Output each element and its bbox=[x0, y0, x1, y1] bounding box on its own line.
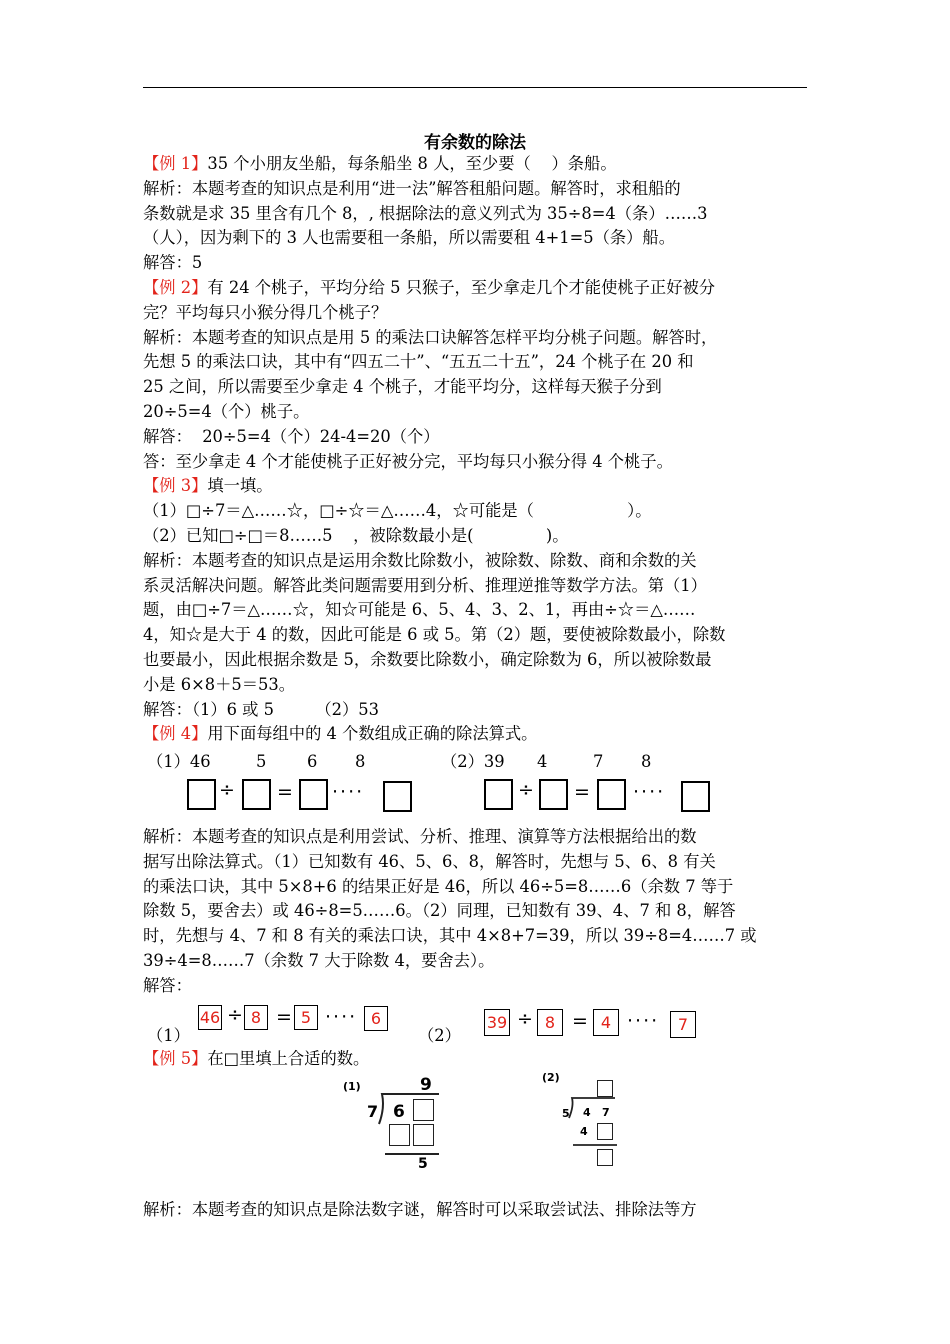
answer-box[interactable] bbox=[484, 779, 513, 810]
text-line: 题，由□÷7＝△……☆，知☆可能是 6、5、4、3、2、1，再由÷☆＝△…… bbox=[143, 600, 696, 620]
equals-sign: = bbox=[277, 781, 293, 803]
text-line: （1）□÷7＝△……☆，□÷☆＝△……4，☆可能是（ ）。 bbox=[143, 501, 652, 521]
equals-sign: = bbox=[574, 781, 590, 803]
divide-sign: ÷ bbox=[227, 1004, 243, 1026]
text-line: 解答： bbox=[143, 975, 192, 995]
answer-box[interactable] bbox=[597, 779, 626, 810]
header-rule bbox=[143, 87, 807, 88]
remainder-dots: ···· bbox=[325, 1006, 358, 1028]
answer-value: 46 bbox=[198, 1005, 222, 1030]
remainder-digit: 5 bbox=[418, 1156, 428, 1172]
text-line: 系灵活解决问题。解答此类问题需要用到分析、推理逆推等数学方法。第（1） bbox=[143, 575, 707, 595]
example-5-heading: 【例 5】在□里填上合适的数。 bbox=[143, 1049, 370, 1068]
answer-value: 8 bbox=[244, 1005, 268, 1030]
text-line: 解答： 20÷5=4（个）24-4=20（个） bbox=[143, 426, 440, 446]
text-line: 解析：本题考查的知识点是利用尝试、分析、推理、演算等方法根据给出的数 bbox=[143, 827, 697, 846]
answer-value: 7 bbox=[670, 1011, 696, 1038]
answer-box[interactable] bbox=[242, 779, 271, 810]
text-line: 解析：本题考查的知识点是运用余数比除数小，被除数、除数、商和余数的关 bbox=[143, 550, 697, 570]
ex4-group1-label: （1）46 bbox=[147, 752, 211, 771]
text-line: 条数就是求 35 里含有几个 8，, 根据除法的意义列式为 35÷8=4（条）……3 bbox=[143, 203, 708, 223]
answer-value: 8 bbox=[537, 1009, 563, 1036]
text-line: 4，知☆是大于 4 的数，因此可能是 6 或 5。第（2）题，要使被除数最小，除数 bbox=[143, 625, 726, 645]
text-line: 也要最小，因此根据余数是 5，余数要比除数小，确定除数为 6，所以被除数最 bbox=[143, 650, 712, 669]
page-title: 有余数的除法 bbox=[424, 133, 526, 153]
text-line: 的乘法口诀，其中 5×8+6 的结果正好是 46，所以 46÷5=8……6（余数 7 等于 bbox=[143, 876, 734, 896]
text-line: 25 之间，所以需要至少拿走 4 个桃子，才能平均分，这样每天猴子分到 bbox=[143, 377, 662, 397]
divide-sign: ÷ bbox=[518, 779, 534, 801]
answer-box[interactable] bbox=[681, 781, 710, 812]
answer-value: 6 bbox=[364, 1006, 388, 1031]
text-line: 除数 5，要舍去）或 46÷8=5……6。（2）同理，已知数有 39、4、7 和 8，解答 bbox=[143, 901, 736, 921]
subtrahend-digit: 4 bbox=[580, 1125, 588, 1138]
text-line: 20÷5=4（个）桃子。 bbox=[143, 402, 310, 421]
blank-box[interactable] bbox=[413, 1099, 434, 1121]
puzzle-label: (2) bbox=[542, 1071, 560, 1084]
answer-box[interactable] bbox=[383, 781, 412, 812]
ex4-group2-num: 8 bbox=[641, 752, 652, 771]
text-line: （人），因为剩下的 3 人也需要租一条船，所以需要租 4+1=5（条）船。 bbox=[143, 228, 675, 248]
divide-sign: ÷ bbox=[517, 1008, 533, 1030]
dividend-digit: 7 bbox=[602, 1106, 610, 1119]
text-line: 解答：5 bbox=[143, 253, 203, 273]
ex4-group2-num: 7 bbox=[593, 752, 604, 771]
answer-value: 39 bbox=[484, 1009, 510, 1036]
remainder-dots: ···· bbox=[633, 781, 666, 803]
blank-box[interactable] bbox=[389, 1124, 410, 1146]
quotient-digit: 9 bbox=[420, 1075, 432, 1095]
answer-value: 4 bbox=[593, 1009, 619, 1036]
text-line: 答：至少拿走 4 个才能使桃子正好被分完，平均每只小猴分得 4 个桃子。 bbox=[143, 451, 673, 471]
answer-box[interactable] bbox=[187, 779, 216, 810]
blank-box[interactable] bbox=[413, 1124, 434, 1146]
remainder-dots: ···· bbox=[332, 781, 365, 803]
answer-value: 5 bbox=[294, 1005, 318, 1030]
divide-sign: ÷ bbox=[219, 779, 235, 801]
divisor-digit: 7 bbox=[367, 1102, 379, 1121]
example-tag: 【例 2】 bbox=[143, 278, 208, 297]
example-tag: 【例 4】 bbox=[143, 724, 208, 744]
text-line: 解答：（1）6 或 5 （2）53 bbox=[143, 699, 380, 719]
ex4-group2-label: （2）39 bbox=[441, 752, 505, 771]
dividend-digit: 6 bbox=[393, 1102, 405, 1122]
blank-box[interactable] bbox=[597, 1123, 613, 1140]
text-line: 时，先想与 4、7 和 8 有关的乘法口诀，其中 4×8+7=39，所以 39÷8=4……7 或 bbox=[143, 926, 757, 946]
text-line: （2）已知□÷□＝8……5 ，被除数最小是( )。 bbox=[143, 526, 569, 545]
divisor-digit: 5 bbox=[562, 1107, 570, 1120]
text-line: 解析：本题考查的知识点是利用“进一法”解答租船问题。解答时，求租船的 bbox=[143, 178, 681, 198]
ans4-label-1: （1） bbox=[147, 1026, 190, 1045]
text-line: 【例 3】填一填。 bbox=[143, 476, 273, 496]
text-line: 解析：本题考查的知识点是用 5 的乘法口诀解答怎样平均分桃子问题。解答时， bbox=[143, 327, 718, 347]
ex4-group1-num: 6 bbox=[307, 752, 318, 771]
ex4-group2-num: 4 bbox=[537, 752, 548, 771]
answer-box[interactable] bbox=[299, 779, 328, 810]
text-line: 小是 6×8＋5＝53。 bbox=[143, 674, 296, 694]
text-line: 【例 2】有 24 个桃子，平均分给 5 只猴子，至少拿走几个才能使桃子正好被分 bbox=[143, 278, 716, 297]
ex4-group1-num: 5 bbox=[256, 752, 267, 771]
remainder-dots: ···· bbox=[627, 1010, 660, 1032]
answer-box[interactable] bbox=[539, 779, 568, 810]
ex4-group1-num: 8 bbox=[355, 752, 366, 771]
text-line: 先想 5 的乘法口诀，其中有“四五二十”、“五五二十五”，24 个桃子在 20 和 bbox=[143, 352, 694, 372]
equals-sign: = bbox=[276, 1006, 292, 1028]
text-line: 完？平均每只小猴分得几个桃子？ bbox=[143, 302, 388, 322]
blank-box[interactable] bbox=[597, 1149, 613, 1166]
puzzle-label: (1) bbox=[343, 1080, 361, 1093]
text-line: 据写出除法算式。（1）已知数有 46、5、6、8，解答时，先想与 5、6、8 有关 bbox=[143, 851, 716, 871]
text-line: 39÷4=8……7（余数 7 大于除数 4，要舍去）。 bbox=[143, 951, 495, 970]
ans4-label-2: （2） bbox=[418, 1026, 461, 1045]
dividend-digit: 4 bbox=[583, 1106, 591, 1119]
equals-sign: = bbox=[572, 1010, 588, 1032]
text-line: 【例 1】35 个小朋友坐船，每条船坐 8 人，至少要（ ）条船。 bbox=[143, 154, 617, 173]
text-line: 【例 4】用下面每组中的 4 个数组成正确的除法算式。 bbox=[143, 724, 538, 744]
example-tag: 【例 1】 bbox=[143, 154, 208, 173]
analysis-text: 解析：本题考查的知识点是除法数字谜，解答时可以采取尝试法、排除法等方 bbox=[143, 1200, 697, 1219]
example-tag: 【例 5】 bbox=[143, 1049, 208, 1068]
example-tag: 【例 3】 bbox=[143, 476, 208, 496]
